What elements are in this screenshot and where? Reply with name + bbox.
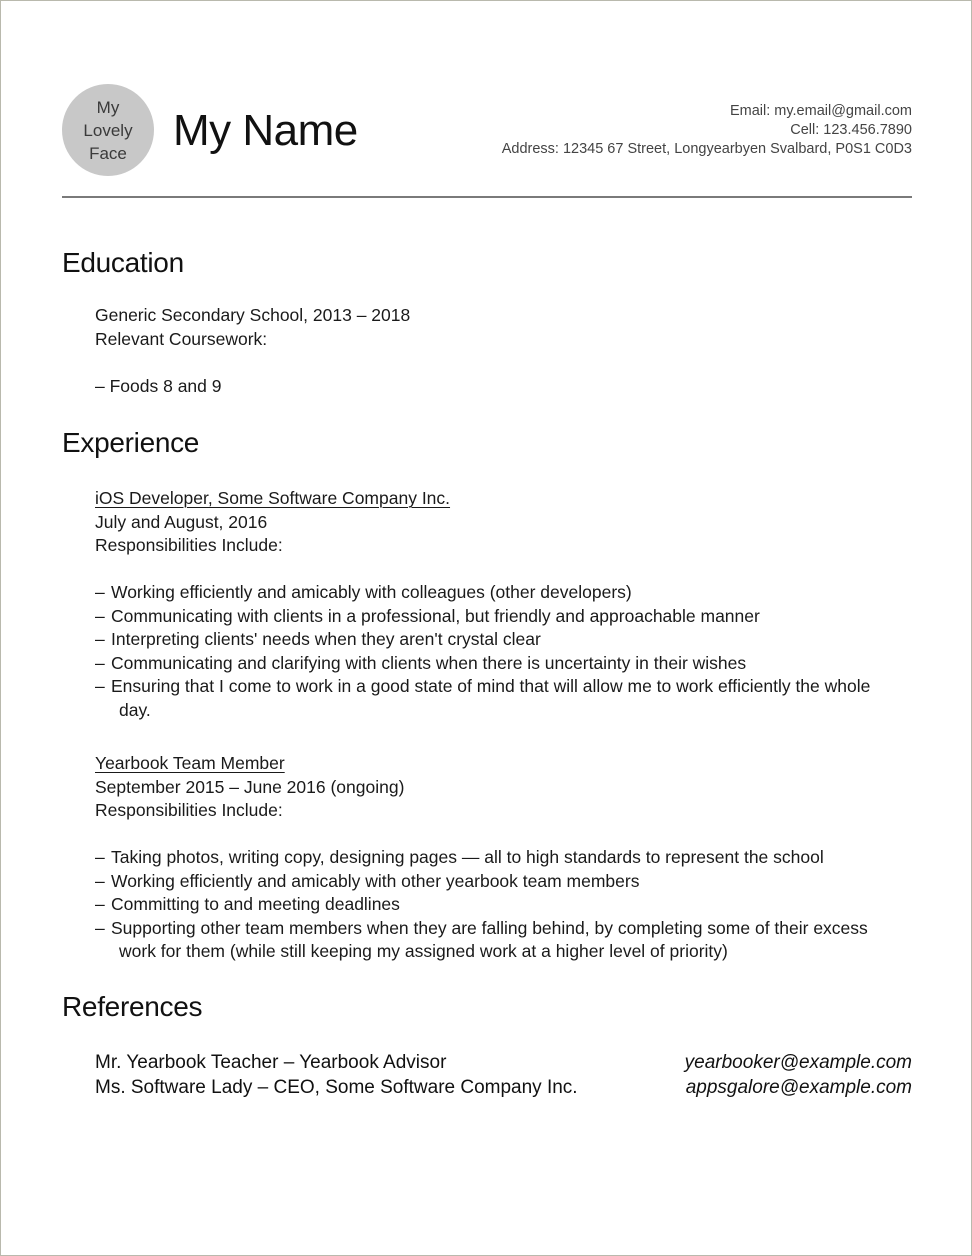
job-title-2: Yearbook Team Member xyxy=(95,753,285,773)
education-course-item: – Foods 8 and 9 xyxy=(95,375,222,396)
job-responsibilities-label-1: Responsibilities Include: xyxy=(95,535,283,555)
reference-name: Mr. Yearbook Teacher – Yearbook Advisor xyxy=(95,1052,447,1073)
avatar-placeholder xyxy=(62,84,154,176)
avatar-text-line-2: Lovely xyxy=(83,120,133,140)
reference-row xyxy=(95,1075,912,1100)
job-1-responsibility: – Communicating and clarifying with clients when there is uncertainty in their wishes xyxy=(95,652,747,673)
job-1-responsibility: – Ensuring that I come to work in a good state of mind that will allow me to work efficiently the whole day. xyxy=(95,676,871,720)
job-block-2 xyxy=(95,752,905,964)
job-block-1 xyxy=(95,487,905,722)
job-dates-1: July and August, 2016 xyxy=(95,511,268,532)
reference-email: yearbooker@example.com xyxy=(684,1052,912,1073)
education-coursework-label: Relevant Coursework: xyxy=(95,328,268,349)
job-1-responsibility: – Interpreting clients' needs when they aren't crystal clear xyxy=(95,629,541,649)
reference-row xyxy=(95,1050,912,1075)
experience-heading: Experience xyxy=(62,427,200,458)
education-block xyxy=(95,304,905,398)
job-dates-2: September 2015 – June 2016 (ongoing) xyxy=(95,776,405,797)
job-1-responsibility: – Working efficiently and amicably with colleagues (other developers) xyxy=(95,582,632,602)
job-title-1: iOS Developer, Some Software Company Inc. xyxy=(95,488,451,508)
job-2-responsibility: – Working efficiently and amicably with other yearbook team members xyxy=(95,870,640,891)
references-heading: References xyxy=(62,991,203,1022)
person-name: My Name xyxy=(173,106,358,155)
reference-name: Ms. Software Lady – CEO, Some Software Company Inc. xyxy=(95,1077,578,1098)
job-2-responsibility: – Supporting other team members when they are falling behind, by completing some of their excess work for them (while still keeping my assigned work at a higher level of priority) xyxy=(95,917,868,961)
contact-email: Email: my.email@gmail.com xyxy=(729,103,912,119)
header-divider xyxy=(62,196,912,198)
contact-address: Address: 12345 67 Street, Longyearbyen Svalbard, P0S1 C0D3 xyxy=(501,141,912,157)
job-responsibilities-label-2: Responsibilities Include: xyxy=(95,800,283,820)
avatar-text-line-3: Face xyxy=(89,143,127,163)
contact-cell: Cell: 123.456.7890 xyxy=(790,122,912,138)
job-2-responsibility: – Taking photos, writing copy, designing pages — all to high standards to represent the school xyxy=(95,847,824,867)
education-school: Generic Secondary School, 2013 – 2018 xyxy=(95,305,411,325)
job-1-responsibility: – Communicating with clients in a professional, but friendly and approachable manner xyxy=(95,605,760,626)
avatar-text-line-1: My xyxy=(96,97,120,117)
job-2-responsibility: – Committing to and meeting deadlines xyxy=(95,894,400,914)
reference-email: appsgalore@example.com xyxy=(685,1077,912,1098)
education-heading: Education xyxy=(62,247,184,278)
contact-info xyxy=(502,102,912,159)
